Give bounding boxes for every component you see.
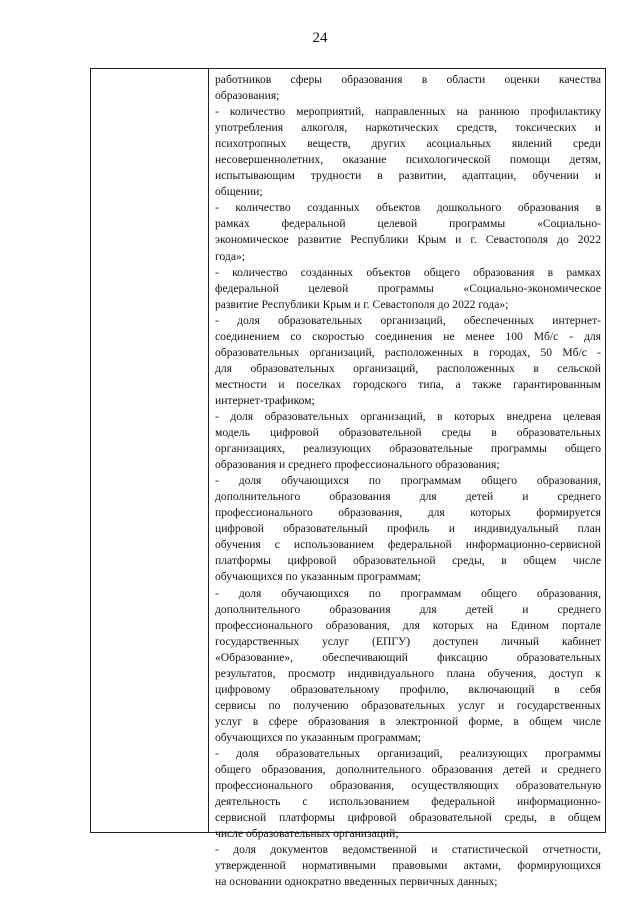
text-line: образования и среднего профессионального образования; bbox=[215, 458, 500, 472]
text-line: образовательных организаций, расположенных в городах, 50 Мб/с - bbox=[215, 345, 601, 359]
text-line: образования; bbox=[215, 89, 280, 103]
text-line: федеральной целевой программы «Социально-экономическое bbox=[215, 281, 601, 295]
text-line: обучения с использованием федеральной информационно-сервисной bbox=[215, 538, 601, 552]
text-line: работников сферы образования в области оценки качества bbox=[215, 73, 601, 86]
text-line: интернет-трафиком; bbox=[215, 393, 315, 407]
text-line: - доля образовательных организаций, в которых внедрена целевая bbox=[215, 409, 601, 423]
text-line: - доля документов ведомственной и статистической отчетности, bbox=[215, 843, 601, 857]
text-line: услуг в сфере образования в электронной форме, в общем числе bbox=[215, 714, 601, 728]
text-line: платформы цифровой образовательной среды, в общем числе bbox=[215, 554, 601, 568]
text-line: на основании однократно введенных первичных данных; bbox=[215, 875, 498, 889]
text-line: - доля обучающихся по программам общего образования, bbox=[215, 474, 601, 488]
text-line: профессионального образования, для которых на Едином портале bbox=[215, 618, 601, 632]
text-line: общего образования, дополнительного образования детей и среднего bbox=[215, 763, 601, 777]
text-line: организациях, реализующих образовательные программы общего bbox=[215, 442, 601, 456]
text-line: государственных услуг (ЕПГУ) доступен личный кабинет bbox=[215, 634, 601, 648]
text-line: цифровому образовательному профилю, включающий в себя bbox=[215, 682, 601, 696]
text-line: рамках федеральной целевой программы «Социально- bbox=[215, 217, 601, 231]
text-line: - доля образовательных организаций, реализующих программы bbox=[215, 746, 601, 760]
text-line: испытывающим трудности в развитии, адаптации, обучении и bbox=[215, 169, 601, 183]
table-text-column bbox=[215, 72, 601, 890]
text-line: сервисы по получению образовательных услуг и государственных bbox=[215, 698, 601, 712]
text-line: общении; bbox=[215, 185, 263, 199]
page-number: 24 bbox=[312, 30, 328, 46]
text-line: «Образование», обеспечивающий фиксацию образовательных bbox=[215, 650, 601, 664]
text-line: обучающихся по указанным программам; bbox=[215, 570, 421, 584]
text-line: модель цифровой образовательной среды в образовательных bbox=[215, 426, 601, 440]
text-line: профессионального образования, для которых формируется bbox=[215, 506, 601, 520]
indicator-table bbox=[90, 68, 606, 889]
text-line: - доля образовательных организаций, обеспеченных интернет- bbox=[215, 313, 601, 327]
text-line: результатов, просмотр индивидуального плана обучения, доступ к bbox=[215, 666, 601, 680]
text-line: - количество созданных объектов дошкольного образования в bbox=[215, 201, 601, 215]
text-line: утвержденной нормативными правовыми актами, формирующихся bbox=[215, 859, 601, 873]
text-line: дополнительного образования для детей и среднего bbox=[215, 490, 601, 504]
text-line: дополнительного образования для детей и среднего bbox=[215, 602, 601, 616]
text-line: употребления алкоголя, наркотических средств, токсических и bbox=[215, 121, 601, 135]
text-line: местности и поселках городского типа, а также гарантированным bbox=[215, 377, 601, 391]
text-line: года»; bbox=[215, 249, 245, 263]
text-line: профессионального образования, осуществляющих образовательную bbox=[215, 779, 601, 793]
text-line: деятельность с использованием федеральной информационно- bbox=[215, 795, 601, 809]
text-line: - количество созданных объектов общего образования в рамках bbox=[215, 265, 601, 279]
text-line: психотропных веществ, других асоциальных явлений среди bbox=[215, 137, 601, 151]
text-line: для образовательных организаций, расположенных в сельской bbox=[215, 361, 601, 375]
text-line: сервисной платформы цифровой образовательной среды, в общем bbox=[215, 811, 601, 825]
text-line: числе образовательных организаций; bbox=[215, 827, 399, 841]
text-line: развитие Республики Крым и г. Севастополя до 2022 года»; bbox=[215, 297, 509, 311]
text-line: экономическое развитие Республики Крым и г. Севастополя до 2022 bbox=[215, 233, 601, 247]
text-line: обучающихся по указанным программам; bbox=[215, 730, 421, 744]
text-line: - количество мероприятий, направленных на раннюю профилактику bbox=[215, 105, 601, 119]
text-line: цифровой образовательный профиль и индивидуальный план bbox=[215, 522, 601, 536]
text-line: - доля обучающихся по программам общего образования, bbox=[215, 586, 601, 600]
text-line: несовершеннолетних, оказание психологической помощи детям, bbox=[215, 153, 601, 167]
text-line: соединением со скоростью соединения не менее 100 Мб/с - для bbox=[215, 329, 601, 343]
table-left-column bbox=[91, 69, 209, 832]
